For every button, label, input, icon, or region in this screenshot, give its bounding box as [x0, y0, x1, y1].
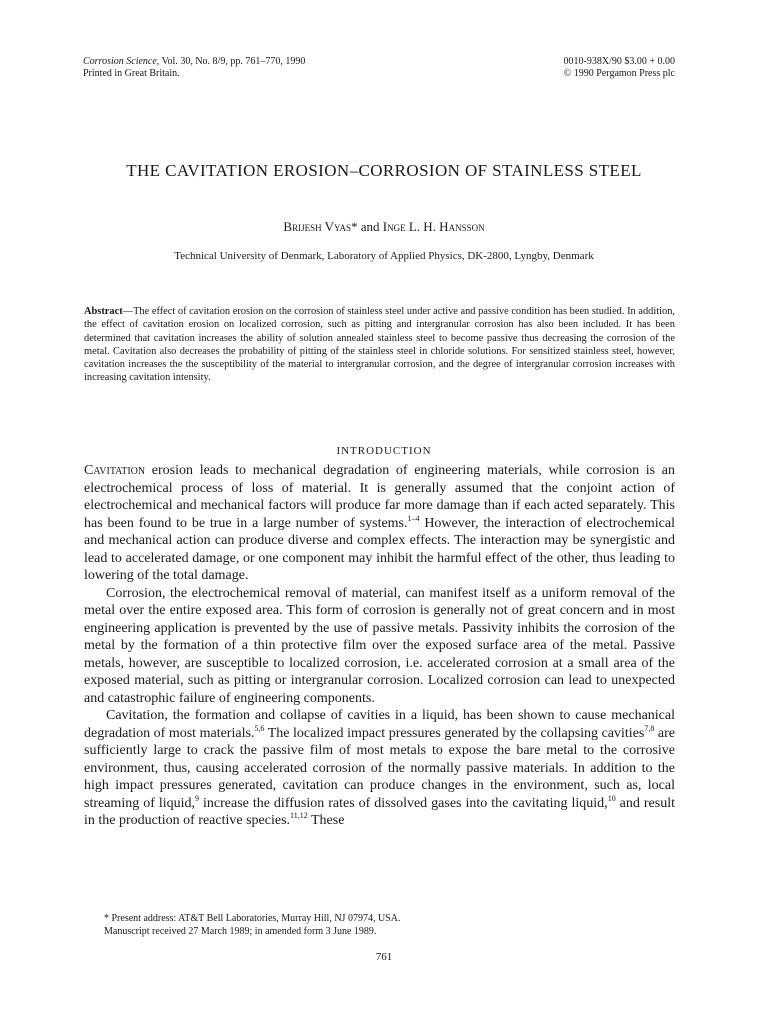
printed-in: Printed in Great Britain.	[83, 68, 180, 79]
citation-ref: 9	[195, 793, 200, 803]
text-run: The localized impact pressures generated by the collapsing cavities	[264, 725, 645, 741]
abstract-label: Abstract	[84, 306, 123, 317]
author-line	[80, 219, 688, 235]
citation-ref: 11,12	[290, 811, 308, 820]
paragraph	[84, 707, 675, 830]
page-number: 761	[375, 951, 393, 963]
citation-ref: 7,8	[644, 723, 655, 733]
article-title: THE CAVITATION EROSION–CORROSION OF STAINLESS STEEL	[126, 161, 642, 180]
author-name: Brijesh Vyas	[283, 219, 351, 234]
text-run: are sufficiently large to crack the passive film of most metals to expose the bare metal to the corrosive environment, thus, causing accelerated corrosion of the normally passive materials. In addition to the high impact pressures generated, cavitation can produce changes in the environment, such as, local streaming of liquid,	[84, 725, 675, 811]
volume-info: , Vol. 30, No. 8/9, pp. 761–770, 1990	[156, 56, 306, 67]
citation-line	[83, 56, 305, 68]
journal-name: Corrosion Science	[83, 56, 157, 67]
footnote-present-address: * Present address: AT&T Bell Laboratories, Murray Hill, NJ 07974, USA.	[104, 913, 401, 924]
footnote-received: Manuscript received 27 March 1989; in amended form 3 June 1989.	[104, 926, 377, 937]
footnote-marker: *	[351, 219, 358, 234]
citation-ref: 10	[607, 793, 616, 803]
citation-ref: 1–4	[407, 513, 420, 523]
paragraph: Corrosion, the electrochemical removal of material, can manifest itself as a uniform removal of the metal over the entire exposed area. This form of corrosion is generally not of great concern and in most engineering application is prevented by the use of passive metals. Passivity inhibits the corrosion of the metal by the formation of a thin protective film over the exposed surface area of the metal. Passive metals, however, are susceptible to localized corrosion, i.e. accelerated corrosion at a small area of the exposed material, such as pitting or intergranular corrosion. Localized corrosion can lead to unexpected and catastrophic failure of engineering components.	[84, 585, 675, 706]
abstract	[84, 305, 675, 385]
text-run: Cavitation, the formation and collapse of cavities in a liquid, has been shown to cause mechanical degradation of most materials.	[84, 708, 675, 741]
text-run: increase the diffusion rates of dissolved gases into the cavitating liquid,	[199, 795, 608, 811]
text-run: erosion leads to mechanical degradation of engineering materials, while corrosion is an electrochemical process of loss of material. It is generally assumed that the conjoint action of electrochemical and mechanical factors will produce far more damage than if each acted separately. This has been found to be true in a large number of systems.	[84, 463, 675, 531]
citation-ref: 5,6	[254, 723, 265, 733]
abstract-text: —The effect of cavitation erosion on the corrosion of stainless steel under active and passive condition has been studied. In addition, the effect of cavitation erosion on localized corrosion, such as pitting and intergranular corrosion has also been included. It has been determined that cavitation increases the ability of solution annealed stainless steel to become passive thus decreasing the corrosion of the metal. Cavitation also decreases the probability of pitting of the stainless steel in chloride solutions. For sensitized stainless steel, however, cavitation increases the the susceptibility of the material to intergranular corrosion, and the degree of intergranular corrosion increases with increasing cavitation intensity.	[84, 306, 675, 384]
author-conjunction: and	[357, 219, 383, 234]
copyright-notice: © 1990 Pergamon Press plc	[563, 68, 675, 79]
text-run: These	[307, 813, 345, 828]
affiliation: Technical University of Denmark, Laboratory of Applied Physics, DK-2800, Lyngby, Denmark	[174, 250, 594, 262]
text-run: and result in the production of reactive species.	[84, 795, 675, 828]
text-run: However, the interaction of electrochemical and mechanical action can produce diverse and complex effects. The interaction may be synergistic and lead to accelerated damage, or one component may inhibit the harmful effect of the other, thus leading to lowering of the total damage.	[84, 515, 675, 583]
footnotes	[104, 912, 675, 938]
journal-citation	[83, 56, 305, 80]
lead-word: Cavitation	[84, 463, 146, 478]
publisher-info	[564, 56, 675, 80]
section-heading: INTRODUCTION	[336, 445, 432, 457]
paragraph	[84, 462, 675, 585]
issn-price: 0010-938X/90 $3.00 + 0.00	[563, 56, 675, 67]
author-name: Inge L. H. Hansson	[382, 219, 485, 234]
body-text	[84, 462, 675, 830]
